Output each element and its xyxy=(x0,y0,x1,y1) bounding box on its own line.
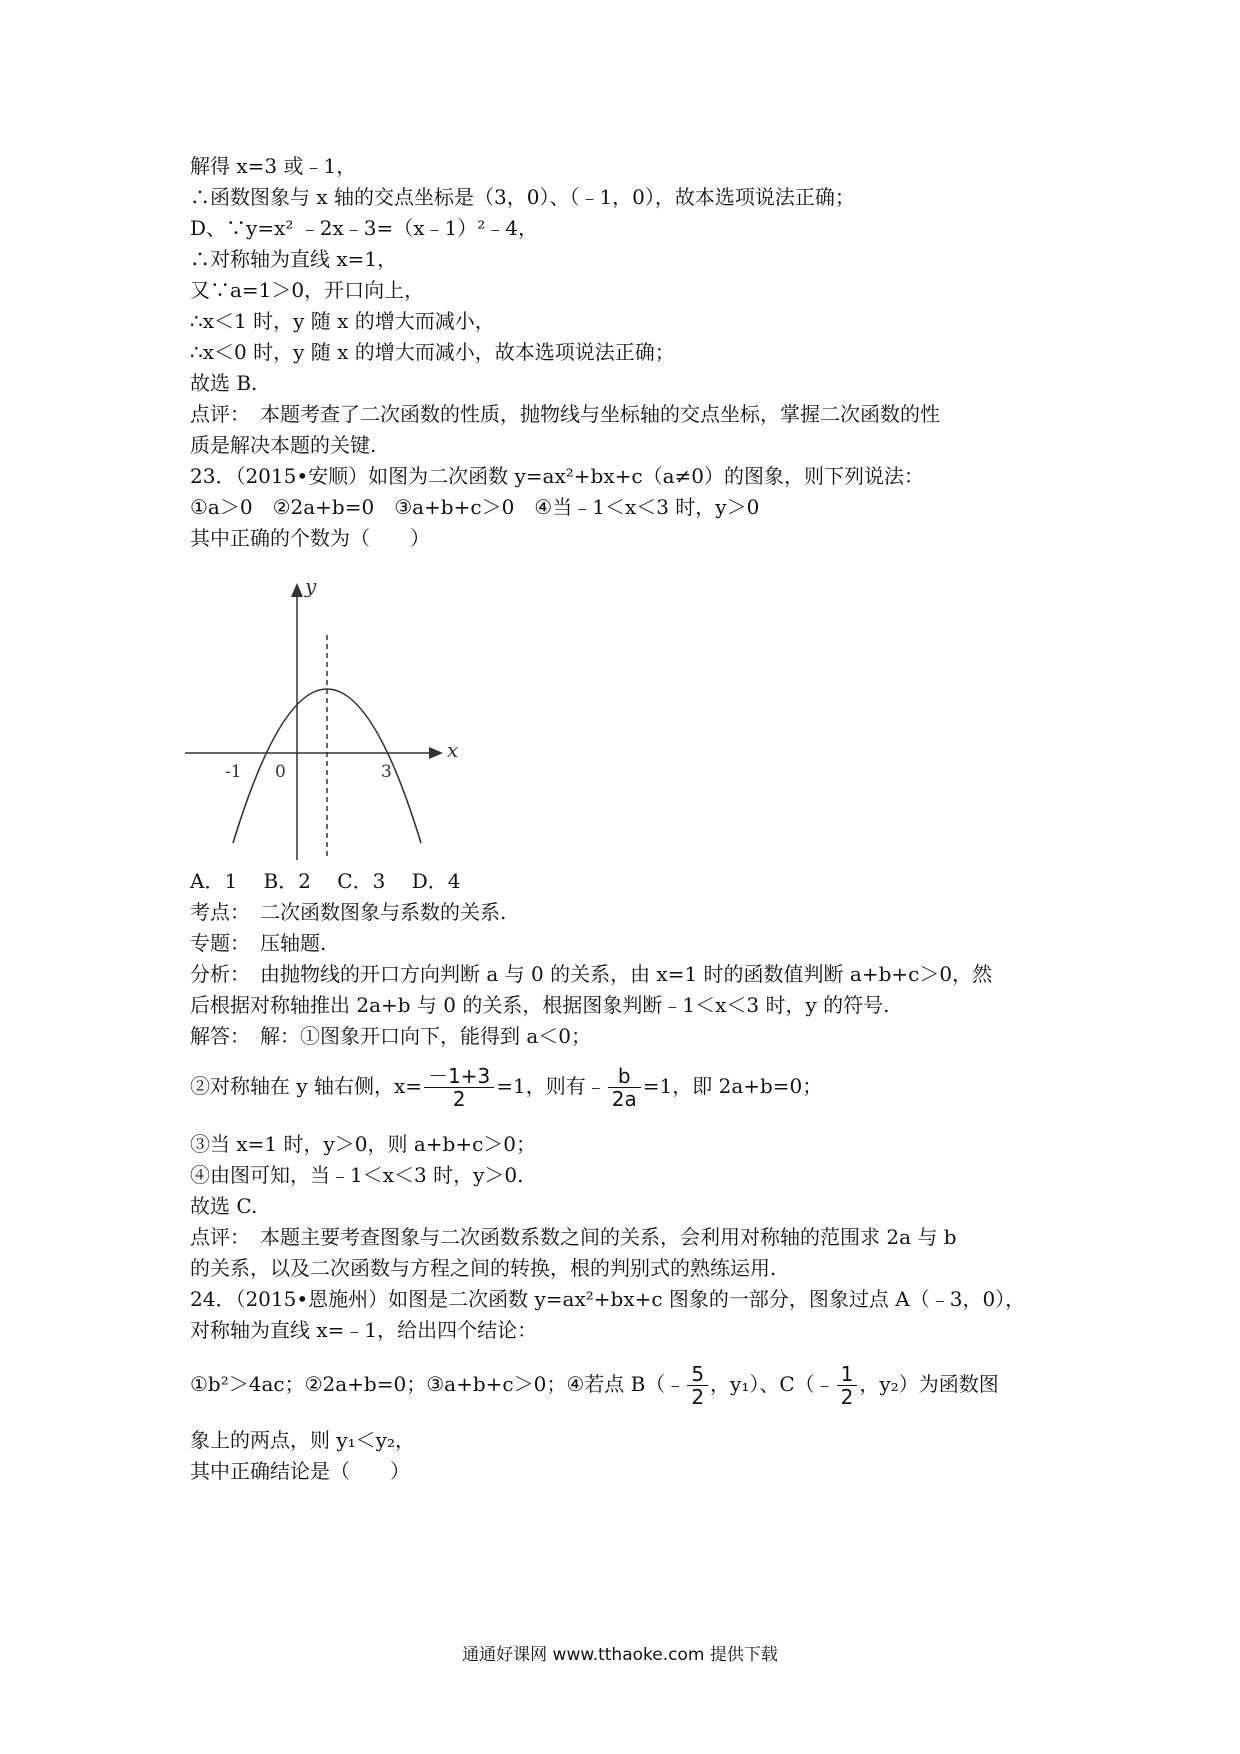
text-line: 故选 B. xyxy=(190,371,258,395)
text-line: 又∵a=1＞0，开口向上， xyxy=(190,278,425,302)
question-24-statements xyxy=(190,1360,999,1408)
fraction-denominator: 2a xyxy=(611,1087,637,1111)
question-24-prompt: 其中正确结论是（ ） xyxy=(190,1459,410,1483)
comment-line: 质是解决本题的关键. xyxy=(190,433,377,457)
text-segment: ，y₂）为函数图 xyxy=(859,1372,999,1396)
question-23-statements: ①a＞0 ②2a+b=0 ③a+b+c＞0 ④当﹣1＜x＜3 时，y＞0 xyxy=(190,495,760,519)
solution-line-fraction xyxy=(190,1062,822,1110)
question-24-title: 24．（2015•恩施州）如图是二次函数 y=ax²+bx+c 图象的一部分，图象过点 A（﹣3，0）， xyxy=(190,1287,1026,1311)
text-segment: =1，则有﹣ xyxy=(496,1074,606,1098)
fraction xyxy=(687,1363,708,1408)
parabola-graph xyxy=(185,575,475,860)
comment-line: 点评： 本题主要考查图象与二次函数系数之间的关系，会利用对称轴的范围求 2a 与 b xyxy=(190,1225,957,1249)
question-23-prompt: 其中正确的个数为（ ） xyxy=(190,526,430,550)
fraction-numerator: 1 xyxy=(837,1363,858,1386)
solution-line: ③当 x=1 时，y＞0，则 a+b+c＞0； xyxy=(190,1132,537,1156)
text-line: ∴函数图象与 x 轴的交点坐标是（3，0）、（﹣1，0），故本选项说法正确； xyxy=(190,185,855,209)
fraction-numerator: 5 xyxy=(687,1363,708,1386)
text-segment: ，y₁）、C（﹣ xyxy=(710,1372,835,1396)
y-axis-arrow xyxy=(291,583,303,597)
tick-label-origin: 0 xyxy=(275,762,286,782)
fraction xyxy=(424,1065,494,1110)
question-23-title: 23．（2015•安顺）如图为二次函数 y=ax²+bx+c（a≠0）的图象，则下列说法： xyxy=(190,464,924,488)
text-segment: ①b²＞4ac；②2a+b=0；③a+b+c＞0；④若点 B（﹣ xyxy=(190,1372,686,1396)
fraction-numerator: b xyxy=(608,1065,641,1088)
fraction xyxy=(837,1363,858,1408)
tick-label-neg1: -1 xyxy=(225,762,242,782)
answer-options: A．1 B．2 C．3 D．4 xyxy=(190,869,461,893)
text-segment: ②对称轴在 y 轴右侧，x= xyxy=(190,1074,423,1098)
fraction-denominator: 2 xyxy=(840,1385,854,1409)
question-24-line: 对称轴为直线 x=﹣1，给出四个结论： xyxy=(190,1318,538,1342)
analysis-line: 分析： 由抛物线的开口方向判断 a 与 0 的关系，由 x=1 时的函数值判断 a+b+c＞0，然 xyxy=(190,962,993,986)
fraction xyxy=(608,1065,641,1110)
solution-line: 解答： 解：①图象开口向下，能得到 a＜0； xyxy=(190,1024,592,1048)
text-line: 解得 x=3 或﹣1， xyxy=(190,154,357,178)
fraction-numerator: －1+3 xyxy=(424,1065,494,1088)
text-segment: =1，即 2a+b=0； xyxy=(642,1074,823,1098)
y-axis-label: y xyxy=(305,575,317,598)
text-line: D、∵y=x² ﹣2x﹣3=（x﹣1）²﹣4， xyxy=(190,216,538,240)
fraction-denominator: 2 xyxy=(452,1087,466,1111)
topic-line: 考点： 二次函数图象与系数的关系. xyxy=(190,900,507,924)
comment-line: 的关系，以及二次函数与方程之间的转换，根的判别式的熟练运用. xyxy=(190,1256,777,1280)
text-line: ∴x＜0 时，y 随 x 的增大而减小，故本选项说法正确； xyxy=(190,340,675,364)
tick-label-3: 3 xyxy=(381,762,392,782)
choice-line: 故选 C. xyxy=(190,1194,258,1218)
text-line: ∴对称轴为直线 x=1， xyxy=(190,247,398,271)
x-axis-label: x xyxy=(447,738,459,762)
text-line: ∴x＜1 时，y 随 x 的增大而减小， xyxy=(190,309,495,333)
comment-line: 点评： 本题考查了二次函数的性质，抛物线与坐标轴的交点坐标，掌握二次函数的性 xyxy=(190,402,940,426)
subject-line: 专题： 压轴题. xyxy=(190,931,327,955)
fraction-denominator: 2 xyxy=(691,1385,705,1409)
question-24-line: 象上的两点，则 y₁＜y₂， xyxy=(190,1428,415,1452)
solution-line: ④由图可知，当﹣1＜x＜3 时，y＞0. xyxy=(190,1163,524,1187)
page-footer: 通通好课网 www.tthaoke.com 提供下载 xyxy=(462,1645,778,1665)
x-axis-arrow xyxy=(429,747,443,759)
analysis-line: 后根据对称轴推出 2a+b 与 0 的关系，根据图象判断﹣1＜x＜3 时，y 的符号. xyxy=(190,993,890,1017)
